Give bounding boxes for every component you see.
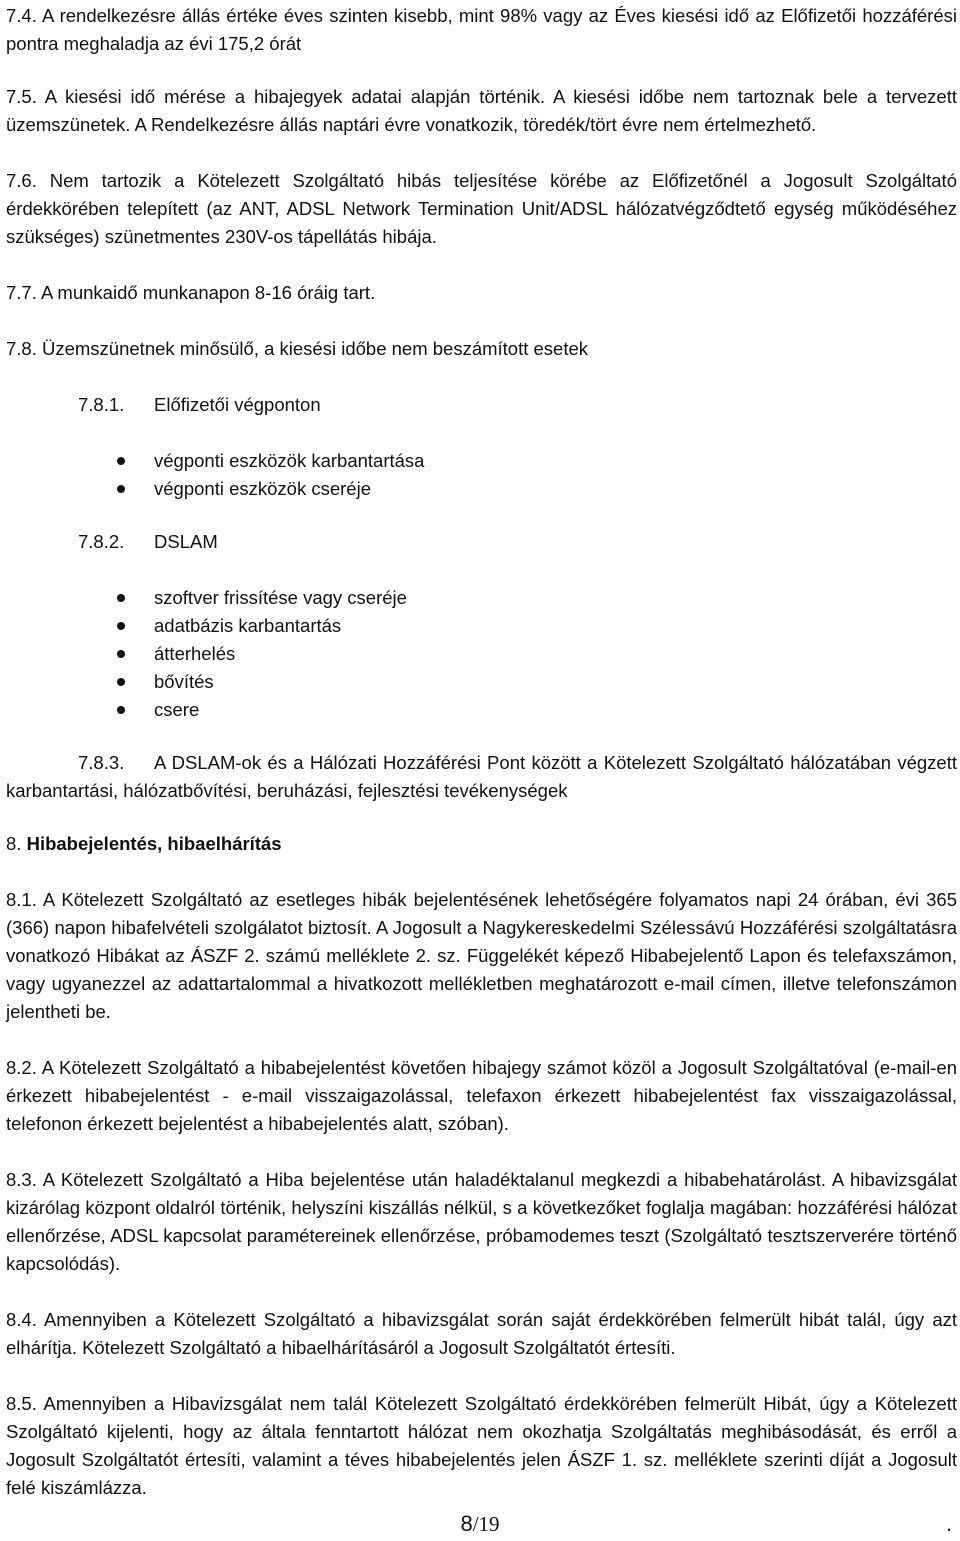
list-item: szoftver frissítése vagy cseréje xyxy=(6,584,957,612)
list-item: csere xyxy=(6,696,957,724)
list-item: végponti eszközök cseréje xyxy=(6,475,957,503)
paragraph-7-8: 7.8. Üzemszünetnek minősülő, a kiesési időbe nem beszámított esetek xyxy=(6,338,589,359)
bullet-list-7-8-1 xyxy=(6,447,957,503)
heading-8 xyxy=(6,830,957,858)
subsection-number: 7.8.3. xyxy=(78,752,125,773)
list-item: bővítés xyxy=(6,668,957,696)
list-item: végponti eszközök karbantartása xyxy=(6,447,957,475)
subsection-7-8-2-heading xyxy=(6,528,957,556)
footer-trailing-dot: . xyxy=(946,1511,953,1536)
bullet-list-7-8-2 xyxy=(6,584,957,724)
subsection-title: Előfizetői végponton xyxy=(154,394,321,415)
page-number: 8 xyxy=(460,1511,473,1536)
paragraph-8-1: 8.1. A Kötelezett Szolgáltató az esetleges hibák bejelentésének lehetőségére folyamatos napi 24 órában, évi 365 (366) napon hibafelvételi szolgálatot biztosít. A Jogosult a Nagykereskedelmi Szélessávú Hozzáférési szolgáltatásra vonatkozó Hibákat az ÁSZF 2. számú melléklete 2. sz. Függelékét képező Hibabejelentő Lapon és telefaxszámon, vagy ugyanezzel az adattartalommal a hivatkozott mellékletben meghatározott e-mail címen, illetve telefonszámon jelentheti be. xyxy=(6,889,957,1022)
paragraph-8-5: 8.5. Amennyiben a Hibavizsgálat nem talál Kötelezett Szolgáltató érdekkörében felmerült Hibát, úgy a Kötelezett Szolgáltató kijelenti, hogy az általa fenntartott hálózat nem okozhatja Szolgáltatás meghibásodását, és erről a Jogosult Szolgáltatót értesíti, valamint a téves hibabejelentés jelen ÁSZF 1. sz. melléklete szerinti díját a Jogosult felé kiszámlázza. xyxy=(6,1393,957,1498)
heading-number: 8. xyxy=(6,833,22,854)
paragraph-7-7: 7.7. A munkaidő munkanapon 8-16 óráig tart. xyxy=(6,282,376,303)
list-item: adatbázis karbantartás xyxy=(6,612,957,640)
paragraph-7-6: 7.6. Nem tartozik a Kötelezett Szolgáltató hibás teljesítése körébe az Előfizetőnél a Jogosult Szolgáltató érdekkörében telepített (az ANT, ADSL Network Termination Unit/ADSL hálózatvégződtető egység működéséhez szükséges) szünetmentes 230V-os tápellátás hibája. xyxy=(6,170,957,247)
paragraph-8-3: 8.3. A Kötelezett Szolgáltató a Hiba bejelentése után haladéktalanul megkezdi a hibabehatárolást. A hibavizsgálat kizárólag központ oldalról történik, helyszíni kiszállás nélkül, s a következőket foglalja magában: hozzáférési hálózat ellenőrzése, ADSL kapcsolat paramétereinek ellenőrzése, próbamodemes teszt (Szolgáltató tesztszerverére történő kapcsolódás). xyxy=(6,1169,957,1274)
subsection-title: DSLAM xyxy=(154,531,218,552)
page-total: /19 xyxy=(472,1512,500,1536)
subsection-number: 7.8.1. xyxy=(78,394,125,415)
subsection-7-8-3-text xyxy=(6,749,957,805)
paragraph-8-2: 8.2. A Kötelezett Szolgáltató a hibabejelentést követően hibajegy számot közöl a Jogosult Szolgáltatóval (e-mail-en érkezett hibabejelentést - e-mail visszaigazolással, telefaxon érkezett hibabejelentést fax visszaigazolással, telefonon érkezett bejelentést a hibabejelentés alatt, szóban). xyxy=(6,1057,957,1134)
paragraph-7-4: 7.4. A rendelkezésre állás értéke éves szinten kisebb, mint 98% vagy az Éves kiesési idő az Előfizetői hozzáférési pontra meghaladja az évi 175,2 órát xyxy=(6,5,957,54)
page-footer xyxy=(0,1509,960,1539)
subsection-7-8-3 xyxy=(6,749,957,805)
heading-title: Hibabejelentés, hibaelhárítás xyxy=(26,833,282,854)
subsection-number: 7.8.2. xyxy=(78,531,125,552)
paragraph-7-5: 7.5. A kiesési idő mérése a hibajegyek adatai alapján történik. A kiesési időbe nem tartoznak bele a tervezett üzemszünetek. A Rendelkezésre állás naptári évre vonatkozik, töredék/tört évre nem értelmezhető. xyxy=(6,86,957,135)
list-item: átterhelés xyxy=(6,640,957,668)
subsection-7-8-1-heading xyxy=(6,391,957,419)
paragraph-8-4: 8.4. Amennyiben a Kötelezett Szolgáltató a hibavizsgálat során saját érdekkörében felmerült hibát talál, úgy azt elhárítja. Kötelezett Szolgáltató a hibaelhárításáról a Jogosult Szolgáltatót értesíti. xyxy=(6,1309,957,1358)
subsection-body: A DSLAM-ok és a Hálózati Hozzáférési Pont között a Kötelezett Szolgáltató hálózatában végzett karbantartási, hálózatbővítési, beruházási, fejlesztési tevékenységek xyxy=(6,752,957,801)
document-page xyxy=(6,0,957,1502)
